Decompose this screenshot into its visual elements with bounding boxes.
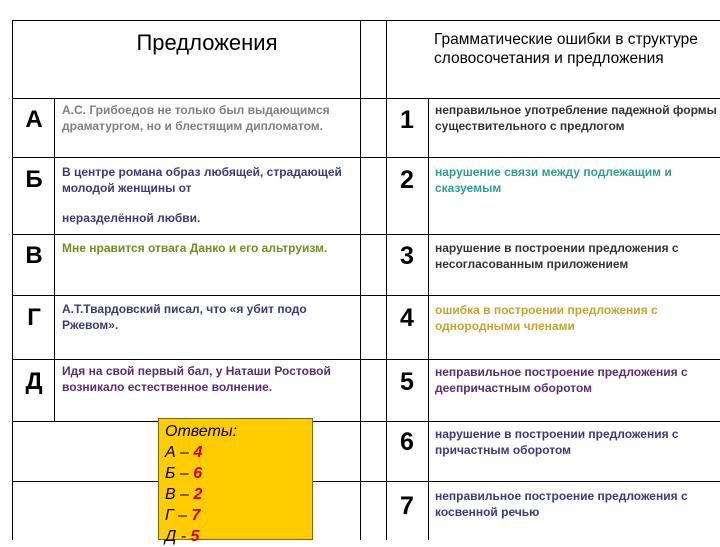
error-number: 1 <box>400 106 414 134</box>
table-border <box>12 20 13 540</box>
answers-box <box>158 418 313 545</box>
row-divider <box>12 234 720 235</box>
answers-title: Ответы: <box>165 423 238 440</box>
error-description: нарушение в построении предложения с несогласованным приложением <box>435 241 679 271</box>
error-description: неправильное построение предложения с деепричастным оборотом <box>435 365 688 395</box>
answer-value: 2 <box>193 486 203 503</box>
column-divider <box>360 20 361 540</box>
answer-key: Д - <box>165 528 191 545</box>
answer-item <box>165 463 306 484</box>
column-divider <box>386 20 387 540</box>
sentence-text: В центре романа образ любящей, страдающей молодой женщины от <box>62 165 342 195</box>
error-description: нарушение связи между подлежащим и сказуемым <box>435 165 672 195</box>
answer-item <box>165 484 306 505</box>
error-description: неправильное употребление падежной формы существительного с предлогом <box>435 103 717 133</box>
sentence-text: Идя на свой первый бал, у Наташи Ростовой возникало естественное волнение. <box>62 364 331 394</box>
header-sentences: Предложения <box>136 30 278 55</box>
column-divider <box>54 98 55 421</box>
error-number: 6 <box>400 428 414 456</box>
answer-value: 5 <box>190 528 200 545</box>
answer-value: 4 <box>193 444 203 461</box>
error-number: 4 <box>400 304 414 332</box>
answer-value: 6 <box>193 465 203 482</box>
error-number: 5 <box>400 368 414 396</box>
answer-key: А – <box>165 444 194 461</box>
row-divider <box>12 98 720 99</box>
answer-value: 7 <box>191 507 201 524</box>
row-divider <box>12 359 720 360</box>
error-number: 3 <box>400 242 414 270</box>
row-divider <box>12 295 720 296</box>
answer-item <box>165 526 306 547</box>
row-letter: В <box>25 242 43 269</box>
sentence-text: А.С. Грибоедов не только был выдающимся драматургом, но и блестящим дипломатом. <box>62 103 330 133</box>
answer-item <box>165 505 306 526</box>
sentence-text: А.Т.Твардовский писал, что «я убит подо Ржевом». <box>62 302 307 332</box>
error-number: 2 <box>400 166 414 194</box>
table-border <box>12 20 720 21</box>
row-divider <box>12 157 720 158</box>
answer-item <box>165 442 306 463</box>
error-description: неправильное построение предложения с косвенной речью <box>435 489 688 519</box>
row-letter: Б <box>25 166 43 193</box>
row-letter: Г <box>27 304 41 331</box>
header-grammar-errors: Грамматические ошибки в структуре словосочетания и предложения <box>434 31 698 67</box>
row-letter: А <box>25 106 43 133</box>
sentence-text-tail: неразделённой любви. <box>62 211 201 225</box>
answer-key: В – <box>165 486 194 503</box>
row-letter: Д <box>25 368 43 395</box>
answer-key: Б – <box>165 465 194 482</box>
error-description: нарушение в построении предложения с причастным оборотом <box>435 427 679 457</box>
row-divider <box>12 421 720 422</box>
row-divider <box>12 481 720 482</box>
sentence-text: Мне нравится отвага Данко и его альтруизм. <box>62 241 328 255</box>
answer-key: Г – <box>165 507 192 524</box>
error-number: 7 <box>400 492 414 520</box>
error-description: ошибка в построении предложения с однородными членами <box>435 303 658 333</box>
column-divider <box>428 98 429 540</box>
